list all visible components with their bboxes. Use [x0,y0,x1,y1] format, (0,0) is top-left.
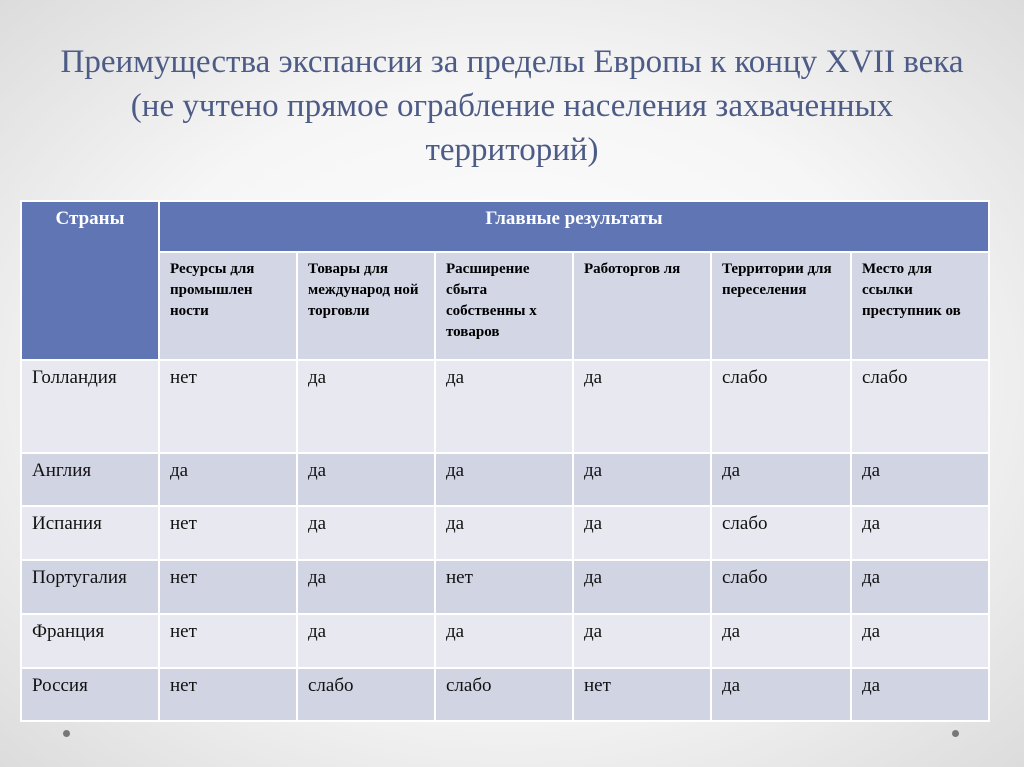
value-cell: да [711,614,851,668]
value-cell: да [851,614,989,668]
value-cell: слабо [711,360,851,453]
decorative-dot [63,730,70,737]
slide-title: Преимущества экспансии за пределы Европы к концу XVII века (не учтено прямое ограбление населения захваченных территорий) [60,44,964,168]
value-cell: нет [159,360,297,453]
value-cell: нет [573,668,711,721]
table-row [21,560,989,614]
country-cell: Португалия [21,560,159,614]
value-cell: да [297,453,435,506]
country-cell: Голландия [21,360,159,453]
value-cell: нет [159,614,297,668]
value-cell: нет [435,560,573,614]
subheader-cell: Работоргов ля [573,252,711,360]
results-table [20,200,990,722]
value-cell: слабо [297,668,435,721]
value-cell: да [297,614,435,668]
value-cell: слабо [851,360,989,453]
value-cell: да [851,560,989,614]
table-row [21,668,989,721]
value-cell: да [573,614,711,668]
subheader-cell: Товары для международ ной торговли [297,252,435,360]
decorative-dot [952,730,959,737]
value-cell: да [711,668,851,721]
value-cell: да [435,614,573,668]
value-cell: да [435,506,573,560]
value-cell: да [297,506,435,560]
subheader-cell: Ресурсы для промышлен ности [159,252,297,360]
value-cell: слабо [435,668,573,721]
value-cell: да [573,506,711,560]
value-cell: да [851,506,989,560]
value-cell: да [573,560,711,614]
value-cell: да [573,360,711,453]
value-cell: да [711,453,851,506]
value-cell: слабо [711,560,851,614]
subheader-cell: Территории для переселения [711,252,851,360]
value-cell: нет [159,668,297,721]
table-row [21,360,989,453]
table-row [21,506,989,560]
country-cell: Англия [21,453,159,506]
value-cell: да [851,453,989,506]
table-row [21,453,989,506]
header-main-results: Главные результаты [159,201,989,252]
value-cell: да [573,453,711,506]
country-cell: Испания [21,506,159,560]
table-row [21,614,989,668]
value-cell: да [851,668,989,721]
country-cell: Россия [21,668,159,721]
value-cell: да [435,360,573,453]
header-countries: Страны [21,201,159,360]
value-cell: да [297,560,435,614]
value-cell: слабо [711,506,851,560]
subheader-cell: Расширение сбыта собственны х товаров [435,252,573,360]
value-cell: да [435,453,573,506]
value-cell: нет [159,560,297,614]
value-cell: нет [159,506,297,560]
value-cell: да [297,360,435,453]
country-cell: Франция [21,614,159,668]
value-cell: да [159,453,297,506]
subheader-cell: Место для ссылки преступник ов [851,252,989,360]
